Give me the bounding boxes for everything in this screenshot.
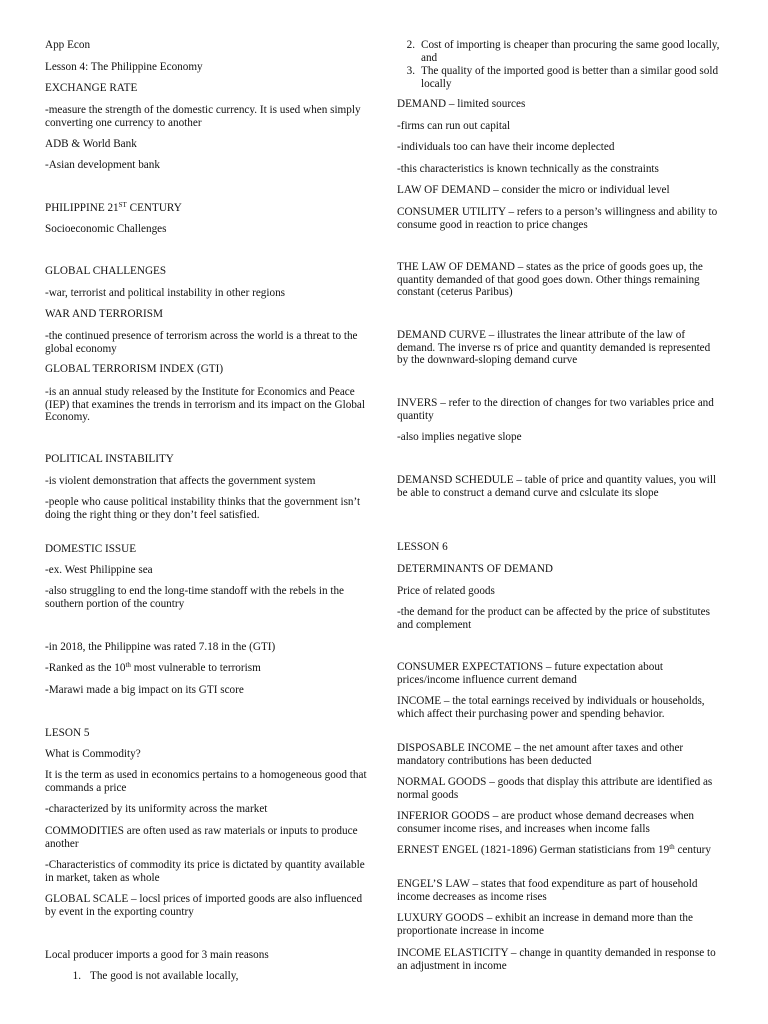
domestic-issue-example: -ex. West Philippine sea bbox=[45, 564, 153, 576]
lesson-5-heading: LESON 5 bbox=[45, 727, 90, 739]
doc-course-title: App Econ bbox=[45, 39, 91, 51]
ranked-text: -Ranked as the 10 bbox=[45, 662, 126, 674]
domestic-issue-struggle: -also struggling to end the long-time standoff with the rebels in the southern portion of the country bbox=[45, 585, 345, 610]
income-definition: INCOME – the total earnings received by individuals or households, which affect their purchasing power and spending behavior. bbox=[397, 695, 705, 720]
determinants-heading: DETERMINANTS OF DEMAND bbox=[397, 563, 554, 575]
lesson-4-heading: Lesson 4: The Philippine Economy bbox=[45, 61, 203, 73]
firms-note: -firms can run out capital bbox=[397, 120, 511, 132]
commodity-characteristics: -Characteristics of commodity its price is dictated by quantity available in market, taken as whole bbox=[45, 859, 365, 884]
ranked-text-end: most vulnerable to terrorism bbox=[130, 662, 261, 674]
demand-schedule: DEMANSD SCHEDULE – table of price and quantity values, you will be able to construct a demand curve and cslculate its slope bbox=[397, 474, 717, 499]
consumer-expectations: CONSUMER EXPECTATIONS – future expectation about prices/income influence current demand bbox=[397, 661, 664, 686]
political-instability-definition: -is violent demonstration that affects the government system bbox=[45, 475, 316, 487]
engel-superscript: th bbox=[669, 843, 675, 851]
consumer-utility: CONSUMER UTILITY – refers to a person’s willingness and ability to consume good in reaction to price changes bbox=[397, 206, 718, 231]
commodity-uniformity: -characterized by its uniformity across the market bbox=[45, 803, 268, 815]
constraints-note: -this characteristics is known technically as the constraints bbox=[397, 163, 659, 175]
luxury-goods: LUXURY GOODS – exhibit an increase in demand more than the proportionate increase in income bbox=[397, 912, 693, 937]
war-terrorism-definition: -the continued presence of terrorism across the world is a threat to the global economy bbox=[45, 330, 358, 355]
global-scale: GLOBAL SCALE – locsl prices of imported goods are also influenced by event in the exporting country bbox=[45, 893, 363, 918]
global-challenges-definition: -war, terrorist and political instability in other regions bbox=[45, 287, 286, 299]
income-elasticity: INCOME ELASTICITY – change in quantity demanded in response to an adjustment in income bbox=[397, 947, 716, 972]
list-number: 1. bbox=[72, 970, 81, 982]
ph21-text: PHILIPPINE 21 bbox=[45, 202, 119, 214]
price-related-definition: -the demand for the product can be affected by the price of substitutes and complement bbox=[397, 606, 710, 631]
global-challenges-heading: GLOBAL CHALLENGES bbox=[45, 265, 167, 277]
list-number: 2. bbox=[406, 39, 415, 51]
list-number: 3. bbox=[406, 65, 415, 77]
political-instability-note: -people who cause political instability thinks that the government isn’t doing the right thing or they don’t feel satisfied. bbox=[45, 496, 361, 521]
gti-2018-note: -in 2018, the Philippine was rated 7.18 in the (GTI) bbox=[45, 641, 276, 653]
war-terrorism-heading: WAR AND TERRORISM bbox=[45, 308, 163, 320]
adb-definition: -Asian development bank bbox=[45, 159, 160, 171]
commodity-definition: It is the term as used in economics pertains to a homogeneous good that commands a price bbox=[45, 769, 367, 794]
lesson-6-heading: LESSON 6 bbox=[397, 541, 448, 553]
ph21-superscript: ST bbox=[118, 201, 127, 209]
demand-curve: DEMAND CURVE – illustrates the linear attribute of the law of demand. The inverse rs of price and quantity demanded is represented by the downward-sloping demand curve bbox=[397, 329, 711, 367]
law-of-demand-micro: LAW OF DEMAND – consider the micro or individual level bbox=[397, 184, 670, 196]
price-related-goods: Price of related goods bbox=[397, 585, 495, 597]
demand-heading: DEMAND – limited sources bbox=[397, 98, 526, 110]
engel-text-end: century bbox=[674, 844, 711, 856]
ranked-note bbox=[45, 662, 367, 675]
individuals-note: -individuals too can have their income deplected bbox=[397, 141, 615, 153]
list-text: The good is not available locally, bbox=[90, 970, 239, 982]
marawi-note: -Marawi made a big impact on its GTI score bbox=[45, 684, 244, 696]
domestic-issue-heading: DOMESTIC ISSUE bbox=[45, 543, 137, 555]
normal-goods: NORMAL GOODS – goods that display this attribute are identified as normal goods bbox=[397, 776, 713, 801]
adb-heading: ADB & World Bank bbox=[45, 138, 137, 150]
disposable-income: DISPOSABLE INCOME – the net amount after taxes and other mandatory contributions has been deducted bbox=[397, 742, 684, 767]
exchange-rate-heading: EXCHANGE RATE bbox=[45, 82, 138, 94]
engel-text: ERNEST ENGEL (1821-1896) German statisticians from 19 bbox=[397, 844, 670, 856]
list-text: Cost of importing is cheaper than procuring the same good locally, and bbox=[421, 39, 720, 64]
ranked-superscript: th bbox=[125, 661, 131, 669]
philippine-21st-century-heading bbox=[45, 202, 367, 215]
the-law-of-demand: THE LAW OF DEMAND – states as the price of goods goes up, the quantity demanded of that good goes down. Other things remaining constant (ceterus Paribus) bbox=[397, 261, 703, 299]
socioeconomic-challenges: Socioeconomic Challenges bbox=[45, 223, 167, 235]
list-text: The quality of the imported good is better than a similar good sold locally bbox=[421, 65, 719, 90]
political-instability-heading: POLITICAL INSTABILITY bbox=[45, 453, 174, 465]
ph21-text-end: CENTURY bbox=[126, 202, 182, 214]
what-is-commodity: What is Commodity? bbox=[45, 748, 141, 760]
negative-slope-note: -also implies negative slope bbox=[397, 431, 522, 443]
ernest-engel bbox=[397, 844, 723, 857]
gti-heading: GLOBAL TERRORISM INDEX (GTI) bbox=[45, 363, 224, 375]
engels-law: ENGEL’S LAW – states that food expenditure as part of household income decreases as income rises bbox=[397, 878, 698, 903]
invers-definition: INVERS – refer to the direction of changes for two variables price and quantity bbox=[397, 397, 714, 422]
inferior-goods: INFERIOR GOODS – are product whose demand decreases when consumer income rises, and increases when income falls bbox=[397, 810, 695, 835]
commodities-raw-materials: COMMODITIES are often used as raw materials or inputs to produce another bbox=[45, 825, 358, 850]
gti-definition: -is an annual study released by the Institute for Economics and Peace (IEP) that examines the trends in terrorism and its impact on the Global Economy. bbox=[45, 386, 366, 424]
local-producer-reasons: Local producer imports a good for 3 main reasons bbox=[45, 949, 269, 961]
exchange-rate-definition: -measure the strength of the domestic currency. It is used when simply converting one currency to another bbox=[45, 104, 361, 129]
